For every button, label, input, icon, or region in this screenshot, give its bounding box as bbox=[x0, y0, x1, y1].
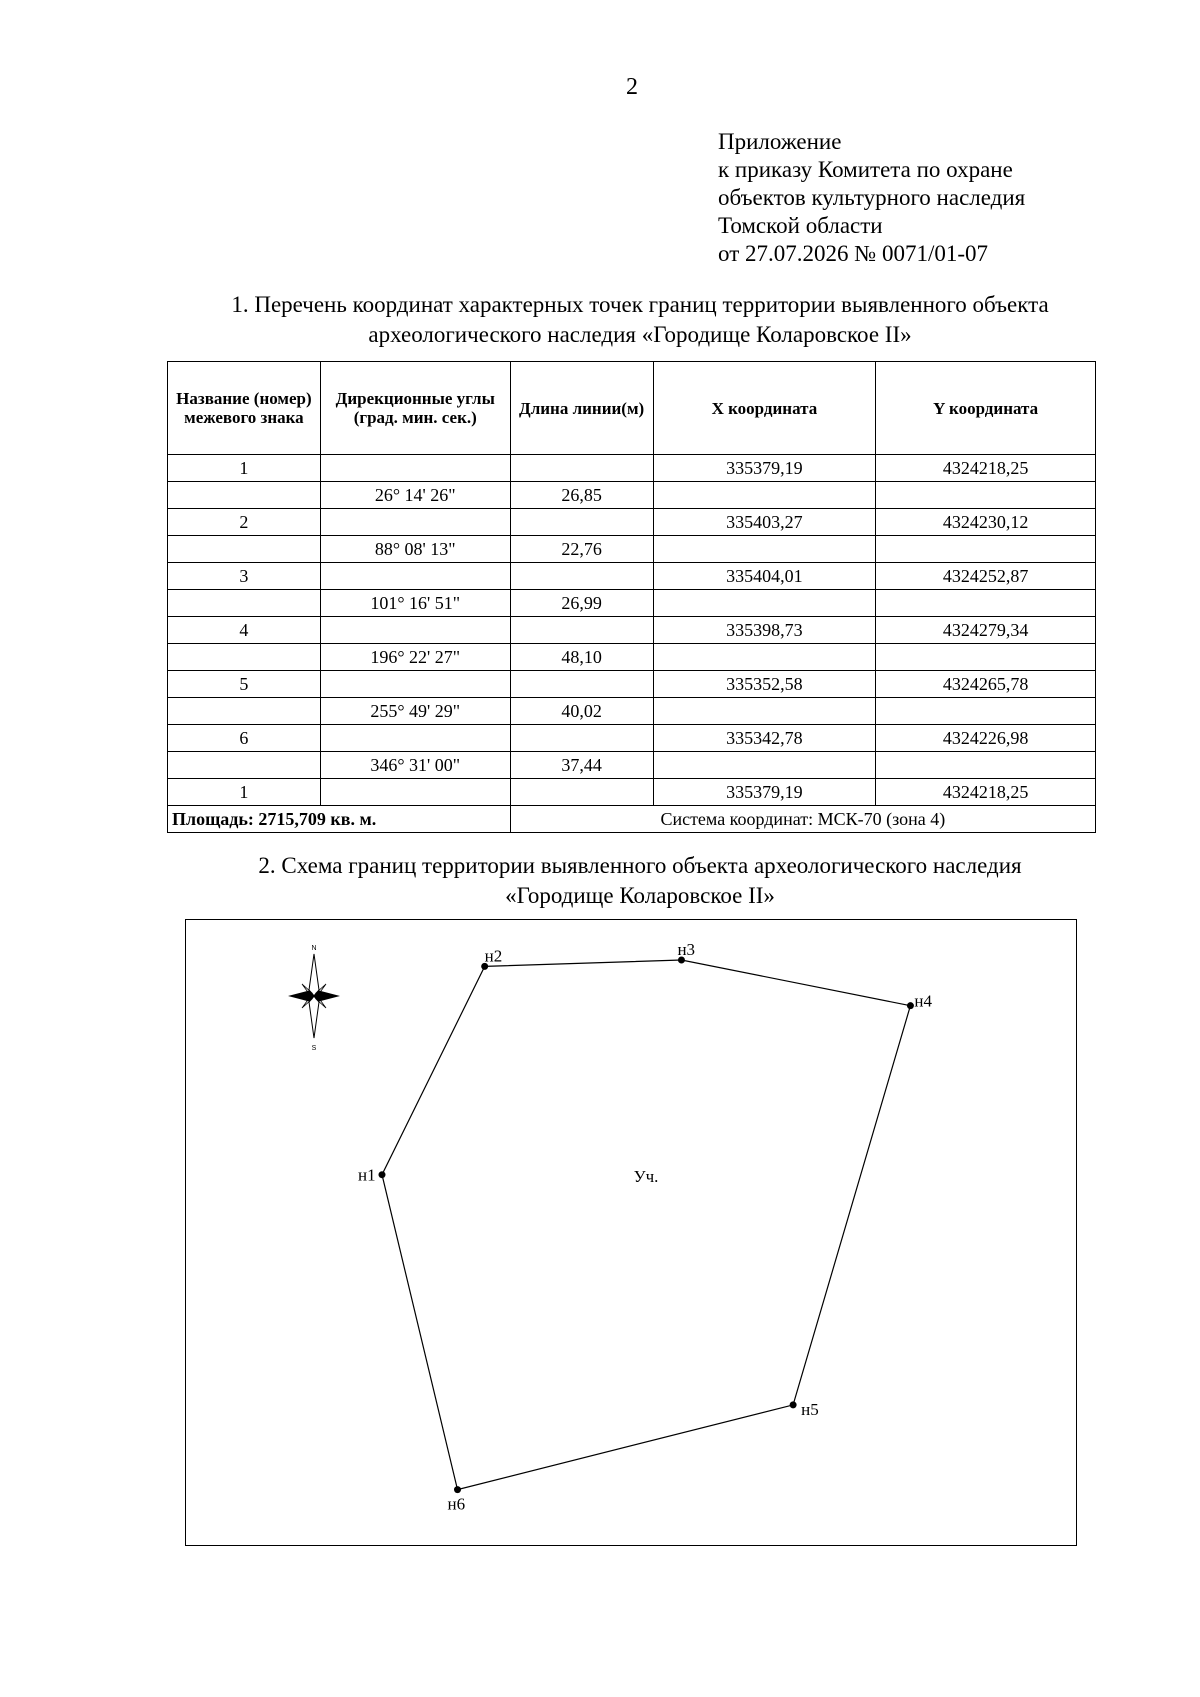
header-y: Y координата bbox=[876, 362, 1096, 455]
cell-x: 335352,58 bbox=[653, 671, 876, 698]
cell-name: 4 bbox=[168, 617, 321, 644]
cell-x bbox=[653, 752, 876, 779]
table-row bbox=[168, 536, 1096, 563]
page-number: 2 bbox=[626, 74, 638, 100]
boundary-point-marker bbox=[379, 1171, 386, 1178]
cell-angle: 255° 49' 29" bbox=[320, 698, 510, 725]
cell-x bbox=[653, 590, 876, 617]
cell-length bbox=[510, 509, 653, 536]
appendix-block bbox=[718, 128, 1025, 268]
section-1-heading bbox=[190, 290, 1090, 350]
cell-angle: 88° 08' 13" bbox=[320, 536, 510, 563]
table-row bbox=[168, 644, 1096, 671]
cell-y bbox=[876, 644, 1096, 671]
cell-y bbox=[876, 752, 1096, 779]
cell-x: 335404,01 bbox=[653, 563, 876, 590]
parcel-boundary bbox=[382, 960, 910, 1490]
cell-length: 22,76 bbox=[510, 536, 653, 563]
cell-name bbox=[168, 644, 321, 671]
compass-rose-icon bbox=[290, 945, 338, 1052]
cell-y: 4324265,78 bbox=[876, 671, 1096, 698]
cell-name bbox=[168, 698, 321, 725]
cell-x bbox=[653, 698, 876, 725]
appendix-line: Томской области bbox=[718, 213, 883, 238]
cell-y: 4324279,34 bbox=[876, 617, 1096, 644]
cell-y bbox=[876, 590, 1096, 617]
boundary-point-label: н2 bbox=[484, 946, 503, 966]
table-footer-row bbox=[168, 806, 1096, 833]
boundary-point-label: н3 bbox=[677, 940, 696, 959]
table-row bbox=[168, 617, 1096, 644]
compass-south-label: S bbox=[311, 1045, 317, 1052]
boundary-scheme bbox=[185, 919, 1077, 1546]
cell-name bbox=[168, 590, 321, 617]
appendix-line: от 27.07.2026 № 0071/01-07 bbox=[718, 241, 988, 266]
cell-x: 335379,19 bbox=[653, 779, 876, 806]
cell-name bbox=[168, 482, 321, 509]
area-value: Площадь: 2715,709 кв. м. bbox=[168, 806, 511, 833]
table-row bbox=[168, 482, 1096, 509]
cell-length: 40,02 bbox=[510, 698, 653, 725]
cell-x: 335398,73 bbox=[653, 617, 876, 644]
cell-name: 1 bbox=[168, 779, 321, 806]
boundary-point-label: н5 bbox=[801, 1399, 819, 1419]
table-header-row bbox=[168, 362, 1096, 455]
boundary-point-marker bbox=[907, 1002, 914, 1009]
header-length: Длина линии(м) bbox=[510, 362, 653, 455]
appendix-line: объектов культурного наследия bbox=[718, 185, 1026, 210]
table-row bbox=[168, 455, 1096, 482]
boundary-point-label: н6 bbox=[447, 1494, 466, 1514]
compass-north-label: N bbox=[311, 945, 317, 952]
cell-angle bbox=[320, 563, 510, 590]
cell-angle bbox=[320, 455, 510, 482]
cell-length: 26,85 bbox=[510, 482, 653, 509]
boundary-point-marker bbox=[454, 1486, 461, 1493]
table-row bbox=[168, 725, 1096, 752]
cell-x: 335342,78 bbox=[653, 725, 876, 752]
cell-angle bbox=[320, 779, 510, 806]
cell-y bbox=[876, 536, 1096, 563]
cell-y: 4324252,87 bbox=[876, 563, 1096, 590]
cell-angle: 26° 14' 26" bbox=[320, 482, 510, 509]
section-2-heading-line: 2. Схема границ территории выявленного объекта археологического наследия bbox=[258, 853, 1022, 878]
boundary-point-marker bbox=[790, 1401, 797, 1408]
table-row bbox=[168, 590, 1096, 617]
appendix-line: Приложение bbox=[718, 129, 842, 154]
cell-angle: 101° 16' 51" bbox=[320, 590, 510, 617]
section-1-heading-line: 1. Перечень координат характерных точек границ территории выявленного объекта bbox=[231, 292, 1049, 317]
cell-x bbox=[653, 644, 876, 671]
cell-y: 4324226,98 bbox=[876, 725, 1096, 752]
cell-length bbox=[510, 779, 653, 806]
header-x: X координата bbox=[653, 362, 876, 455]
table-row bbox=[168, 779, 1096, 806]
cell-length bbox=[510, 725, 653, 752]
cell-y: 4324218,25 bbox=[876, 779, 1096, 806]
section-2-heading bbox=[190, 851, 1090, 911]
cell-name bbox=[168, 536, 321, 563]
cell-length bbox=[510, 617, 653, 644]
cell-length: 37,44 bbox=[510, 752, 653, 779]
parcel-label: Уч. bbox=[633, 1167, 659, 1186]
cell-y: 4324218,25 bbox=[876, 455, 1096, 482]
cell-length bbox=[510, 563, 653, 590]
appendix-line: к приказу Комитета по охране bbox=[718, 157, 1013, 182]
cell-angle: 196° 22' 27" bbox=[320, 644, 510, 671]
cell-length: 48,10 bbox=[510, 644, 653, 671]
table-row bbox=[168, 563, 1096, 590]
table-row bbox=[168, 671, 1096, 698]
boundary-point-label: н4 bbox=[914, 991, 933, 1011]
cell-y bbox=[876, 698, 1096, 725]
boundary-point-label: н1 bbox=[358, 1165, 376, 1185]
cell-x bbox=[653, 536, 876, 563]
cell-name bbox=[168, 752, 321, 779]
cell-length bbox=[510, 455, 653, 482]
cell-name: 1 bbox=[168, 455, 321, 482]
section-2-heading-line: «Городище Коларовское II» bbox=[505, 883, 775, 908]
cell-y bbox=[876, 482, 1096, 509]
cell-name: 5 bbox=[168, 671, 321, 698]
cell-angle bbox=[320, 617, 510, 644]
cell-name: 2 bbox=[168, 509, 321, 536]
cell-name: 3 bbox=[168, 563, 321, 590]
cell-x bbox=[653, 482, 876, 509]
cell-y: 4324230,12 bbox=[876, 509, 1096, 536]
table-row bbox=[168, 752, 1096, 779]
section-1-heading-line: археологического наследия «Городище Коларовское II» bbox=[368, 322, 912, 347]
coordinates-table bbox=[167, 361, 1096, 833]
cell-length bbox=[510, 671, 653, 698]
table-row bbox=[168, 698, 1096, 725]
cell-x: 335379,19 bbox=[653, 455, 876, 482]
cell-angle bbox=[320, 509, 510, 536]
cell-angle: 346° 31' 00" bbox=[320, 752, 510, 779]
cell-angle bbox=[320, 671, 510, 698]
header-name: Название (номер) межевого знака bbox=[168, 362, 321, 455]
scheme-drawing bbox=[186, 920, 1076, 1545]
table-row bbox=[168, 509, 1096, 536]
cell-angle bbox=[320, 725, 510, 752]
header-angle: Дирекционные углы (град. мин. сек.) bbox=[320, 362, 510, 455]
cell-x: 335403,27 bbox=[653, 509, 876, 536]
coordinate-system: Система координат: МСК-70 (зона 4) bbox=[510, 806, 1095, 833]
cell-length: 26,99 bbox=[510, 590, 653, 617]
cell-name: 6 bbox=[168, 725, 321, 752]
